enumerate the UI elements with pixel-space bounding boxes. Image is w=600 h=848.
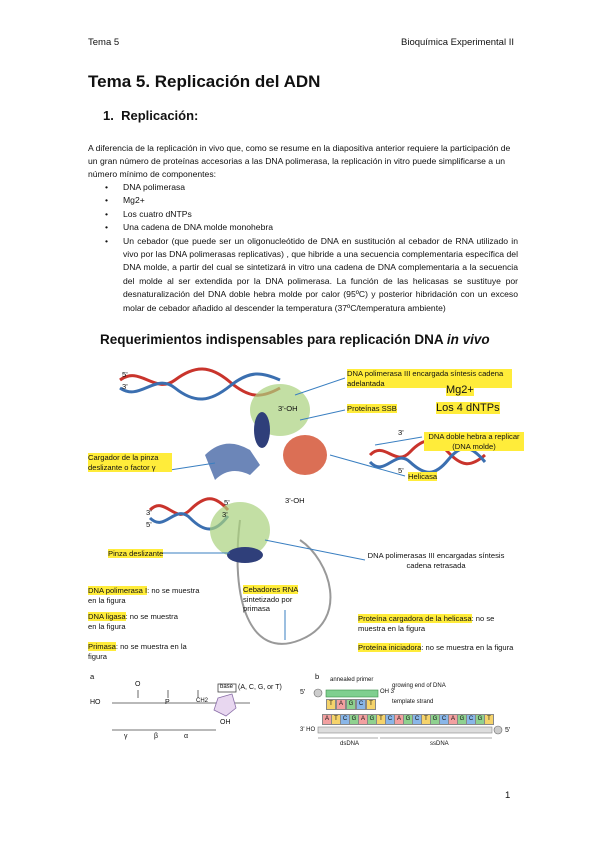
- nucleotide: G: [475, 714, 485, 725]
- oh-label: OH: [220, 719, 231, 726]
- nucleotide: A: [448, 714, 458, 725]
- nucleotide: C: [356, 699, 366, 710]
- page-number: 1: [505, 790, 511, 801]
- label-5prime: 5': [398, 466, 404, 475]
- list-item: • Una cadena de DNA molde monohebra: [105, 221, 518, 234]
- nucleotide: C: [439, 714, 449, 725]
- pol1-text: DNA polimerasa I: [88, 586, 148, 595]
- nucleotide: T: [484, 714, 494, 725]
- cebadores-note: sintetizado por primasa: [243, 594, 293, 614]
- list-item: • Mg2+: [105, 194, 518, 207]
- nucleotide: C: [385, 714, 395, 725]
- figure-title-text: Requerimientos indispensables para replicación DNA: [100, 332, 444, 347]
- nucleotide: G: [367, 714, 377, 725]
- nucleotide: T: [376, 714, 386, 725]
- cargadora-text: Proteína cargadora de la helicasa: [358, 614, 472, 623]
- primasa-text: Primasa: [88, 642, 116, 651]
- nucleotide: G: [349, 714, 359, 725]
- list-item: • Los cuatro dNTPs: [105, 208, 518, 221]
- pol1-note: : no se muestra en la figura: [88, 586, 200, 605]
- figure-title-italic: in vivo: [446, 332, 490, 347]
- page-title: Tema 5. Replicación del ADN: [88, 72, 321, 91]
- panel-b-tag: b: [315, 672, 320, 681]
- dntps-text: Los 4 dNTPs: [436, 402, 500, 414]
- nucleotide: T: [421, 714, 431, 725]
- ssdna-label: ssDNA: [430, 741, 449, 747]
- label-3prime: 3': [146, 508, 152, 517]
- template-strand-label: template strand: [392, 699, 434, 705]
- base-box: base: [220, 684, 234, 690]
- cebadores-text: Cebadores RNA: [243, 585, 299, 594]
- nucleotide: A: [358, 714, 368, 725]
- section-title: Replicación:: [121, 108, 199, 123]
- label-3prime: 3': [222, 510, 228, 519]
- label-pol3-leading: DNA polimerasa III encargada síntesis cadena adelantada: [347, 369, 512, 388]
- nucleotide: G: [403, 714, 413, 725]
- label-5prime: 5': [146, 520, 152, 529]
- iniciadora-text: Proteína iniciadora: [358, 643, 422, 652]
- nucleotide: T: [326, 699, 336, 710]
- label-cargador-pinza: Cargador de la pinza deslizante o factor γ: [88, 453, 172, 472]
- ho-label: HO: [90, 699, 101, 706]
- nucleotide: G: [430, 714, 440, 725]
- gamma-label: γ: [124, 733, 128, 740]
- label-3prime: 3': [122, 382, 128, 391]
- ho3-label: 3' HO: [300, 727, 316, 733]
- nucleotide: G: [457, 714, 467, 725]
- ligasa-note: : no se muestra en la figura: [88, 612, 178, 631]
- pinza-text: Pinza deslizante: [108, 549, 164, 558]
- nucleotide: T: [366, 699, 376, 710]
- oh3-label: OH 3': [380, 689, 396, 695]
- cargadora-note: : no se muestra en la figura: [358, 614, 495, 633]
- intro-paragraph: A diferencia de la replicación in vivo que, como se resume en la diapositiva anterior requiere la participación de un gran número de proteínas accesorias a las DNA polimerasa, la replicación in vitro puede simplificarse a un número mínimo de componentes:: [88, 143, 511, 180]
- nucleotide: C: [466, 714, 476, 725]
- ssb-text: Proteínas SSB: [347, 404, 397, 413]
- bases-label: (A, C, G, or T): [238, 684, 282, 691]
- panel-a-tag: a: [90, 672, 95, 681]
- nucleotide: A: [394, 714, 404, 725]
- beta-label: β: [154, 733, 159, 740]
- five-prime-label: 5': [300, 689, 306, 696]
- header-right: Bioquímica Experimental II: [401, 37, 514, 48]
- oxygen-label: O: [135, 681, 141, 688]
- label-3prime: 3': [398, 428, 404, 437]
- nucleotide: A: [336, 699, 346, 710]
- label-3oh: 3'-OH: [278, 404, 298, 413]
- nucleotide: A: [322, 714, 332, 725]
- alpha-label: α: [184, 733, 189, 740]
- ligasa-text: DNA ligasa: [88, 612, 126, 621]
- nucleotide: C: [412, 714, 422, 725]
- dsdna-label: dsDNA: [340, 741, 360, 747]
- nucleotide: C: [340, 714, 350, 725]
- mg-text: Mg2+: [446, 384, 474, 396]
- growing-end-label: growing end of DNA: [392, 683, 446, 689]
- label-5prime: 5': [122, 370, 128, 379]
- label-dna-doble: DNA doble hebra a replicar (DNA molde): [424, 432, 524, 451]
- annealed-primer-label: annealed primer: [330, 677, 374, 683]
- five-prime-label-b: 5': [505, 727, 511, 734]
- label-pol3-lagging: DNA polimerasas III encargadas síntesis cadena retrasada: [367, 551, 505, 570]
- section-number: 1.: [103, 108, 114, 123]
- iniciadora-note: : no se muestra en la figura: [421, 643, 514, 652]
- ch2-label: CH2: [196, 698, 209, 704]
- list-item: • DNA polimerasa: [105, 181, 518, 194]
- nucleotide: T: [331, 714, 341, 725]
- list-item: • Un cebador (que puede ser un oligonucleótido de DNA en sustitución al cebador de RNA utilizado in vivo por las DNA polimerasas replicativas) , que hibride a una secuencia complementaria específica del DNA molde, a partir del cual se sintetizará in vitro una cadena de DNA complementaria a la secuencia del molde al ser extendida por la DNA polimerasa. La función de las helicasas se sustituye por desnaturalización del DNA doble hebra molde por calor (95ºC) y posterior hibridación con un exceso molar de cebador añadido al descender la temperatura (37ºC/temperatura ambiente): [105, 235, 518, 315]
- header-left: Tema 5: [88, 37, 120, 48]
- phosphorus-label: P: [165, 699, 170, 706]
- nucleotide: G: [346, 699, 356, 710]
- primasa-note: : no se muestra en la figura: [88, 642, 187, 661]
- label-3oh: 3'-OH: [285, 496, 305, 505]
- label-5prime: 5': [224, 498, 230, 507]
- helicasa-text: Helicasa: [408, 472, 438, 481]
